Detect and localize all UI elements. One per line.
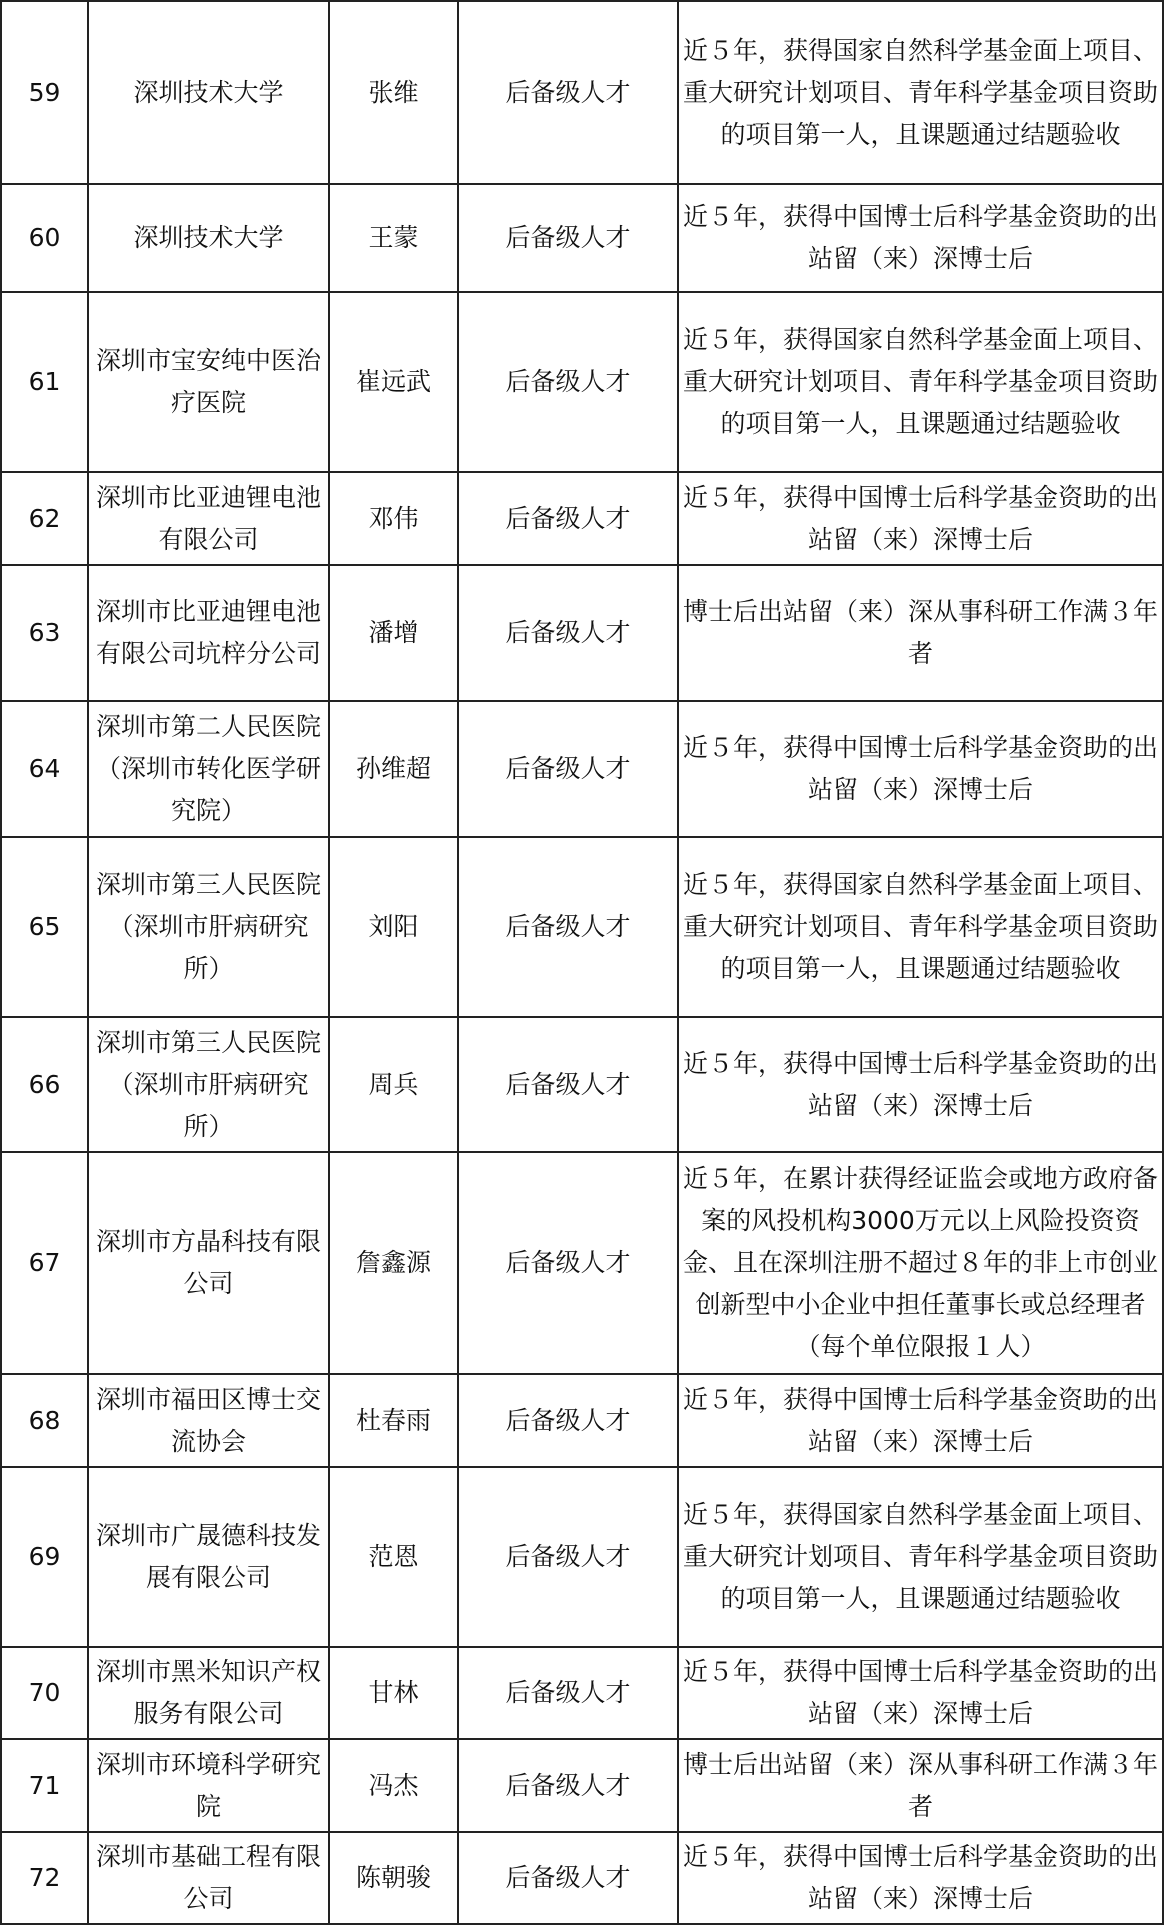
row-number: 64 [1,701,88,837]
criteria-cell: 博士后出站留（来）深从事科研工作满３年者 [678,1739,1163,1832]
talent-level-cell: 后备级人才 [458,1739,678,1832]
person-name-cell: 王蒙 [329,184,458,292]
row-number: 61 [1,292,88,472]
organization-cell: 深圳市黑米知识产权服务有限公司 [88,1647,329,1739]
person-name-cell: 潘增 [329,565,458,701]
person-name-cell: 冯杰 [329,1739,458,1832]
criteria-cell: 近５年，在累计获得经证监会或地方政府备案的风投机构3000万元以上风险投资资金、且在深圳注册不超过８年的非上市创业创新型中小企业中担任董事长或总经理者（每个单位限报１人） [678,1152,1163,1374]
person-name-cell: 甘林 [329,1647,458,1739]
table-row [1,472,1163,565]
talent-level-cell: 后备级人才 [458,292,678,472]
criteria-cell: 近５年，获得中国博士后科学基金资助的出站留（来）深博士后 [678,701,1163,837]
talent-level-cell: 后备级人才 [458,1647,678,1739]
organization-cell: 深圳技术大学 [88,1,329,184]
row-number: 67 [1,1152,88,1374]
person-name-cell: 陈朝骏 [329,1832,458,1924]
table-row [1,701,1163,837]
talent-level-cell: 后备级人才 [458,565,678,701]
talent-level-cell: 后备级人才 [458,1152,678,1374]
table-row [1,1739,1163,1832]
row-number: 70 [1,1647,88,1739]
organization-cell: 深圳市福田区博士交流协会 [88,1374,329,1467]
row-number: 63 [1,565,88,701]
row-number: 59 [1,1,88,184]
talent-level-cell: 后备级人才 [458,1467,678,1647]
table-row [1,184,1163,292]
criteria-cell: 近５年，获得国家自然科学基金面上项目、重大研究计划项目、青年科学基金项目资助的项目第一人，且课题通过结题验收 [678,1,1163,184]
row-number: 72 [1,1832,88,1924]
organization-cell: 深圳市第三人民医院（深圳市肝病研究所） [88,837,329,1017]
table-row [1,1647,1163,1739]
row-number: 66 [1,1017,88,1152]
organization-cell: 深圳市广晟德科技发展有限公司 [88,1467,329,1647]
person-name-cell: 孙维超 [329,701,458,837]
table-row [1,292,1163,472]
person-name-cell: 詹鑫源 [329,1152,458,1374]
person-name-cell: 刘阳 [329,837,458,1017]
criteria-cell: 近５年，获得中国博士后科学基金资助的出站留（来）深博士后 [678,472,1163,565]
row-number: 60 [1,184,88,292]
criteria-cell: 近５年，获得中国博士后科学基金资助的出站留（来）深博士后 [678,184,1163,292]
person-name-cell: 杜春雨 [329,1374,458,1467]
organization-cell: 深圳市基础工程有限公司 [88,1832,329,1924]
row-number: 62 [1,472,88,565]
talent-level-cell: 后备级人才 [458,1,678,184]
person-name-cell: 崔远武 [329,292,458,472]
row-number: 65 [1,837,88,1017]
criteria-cell: 近５年，获得中国博士后科学基金资助的出站留（来）深博士后 [678,1374,1163,1467]
criteria-cell: 近５年，获得中国博士后科学基金资助的出站留（来）深博士后 [678,1832,1163,1924]
organization-cell: 深圳技术大学 [88,184,329,292]
row-number: 71 [1,1739,88,1832]
criteria-cell: 近５年，获得中国博士后科学基金资助的出站留（来）深博士后 [678,1647,1163,1739]
criteria-cell: 近５年，获得国家自然科学基金面上项目、重大研究计划项目、青年科学基金项目资助的项目第一人，且课题通过结题验收 [678,292,1163,472]
person-name-cell: 范恩 [329,1467,458,1647]
criteria-cell: 近５年，获得国家自然科学基金面上项目、重大研究计划项目、青年科学基金项目资助的项目第一人，且课题通过结题验收 [678,1467,1163,1647]
organization-cell: 深圳市宝安纯中医治疗医院 [88,292,329,472]
talent-level-cell: 后备级人才 [458,1374,678,1467]
talent-level-cell: 后备级人才 [458,1017,678,1152]
criteria-cell: 博士后出站留（来）深从事科研工作满３年者 [678,565,1163,701]
row-number: 68 [1,1374,88,1467]
person-name-cell: 周兵 [329,1017,458,1152]
talent-level-cell: 后备级人才 [458,184,678,292]
organization-cell: 深圳市比亚迪锂电池有限公司 [88,472,329,565]
person-name-cell: 张维 [329,1,458,184]
row-number: 69 [1,1467,88,1647]
criteria-cell: 近５年，获得中国博士后科学基金资助的出站留（来）深博士后 [678,1017,1163,1152]
person-name-cell: 邓伟 [329,472,458,565]
organization-cell: 深圳市比亚迪锂电池有限公司坑梓分公司 [88,565,329,701]
organization-cell: 深圳市第三人民医院（深圳市肝病研究所） [88,1017,329,1152]
table-row [1,1,1163,184]
table-row [1,1152,1163,1374]
table-row [1,1017,1163,1152]
table-row [1,837,1163,1017]
organization-cell: 深圳市方晶科技有限公司 [88,1152,329,1374]
talent-level-cell: 后备级人才 [458,837,678,1017]
organization-cell: 深圳市环境科学研究院 [88,1739,329,1832]
table-row [1,1467,1163,1647]
talent-level-cell: 后备级人才 [458,472,678,565]
talent-level-cell: 后备级人才 [458,701,678,837]
criteria-cell: 近５年，获得国家自然科学基金面上项目、重大研究计划项目、青年科学基金项目资助的项目第一人，且课题通过结题验收 [678,837,1163,1017]
talent-level-cell: 后备级人才 [458,1832,678,1924]
organization-cell: 深圳市第二人民医院（深圳市转化医学研究院） [88,701,329,837]
table-row [1,1832,1163,1924]
table-row [1,565,1163,701]
table-row [1,1374,1163,1467]
